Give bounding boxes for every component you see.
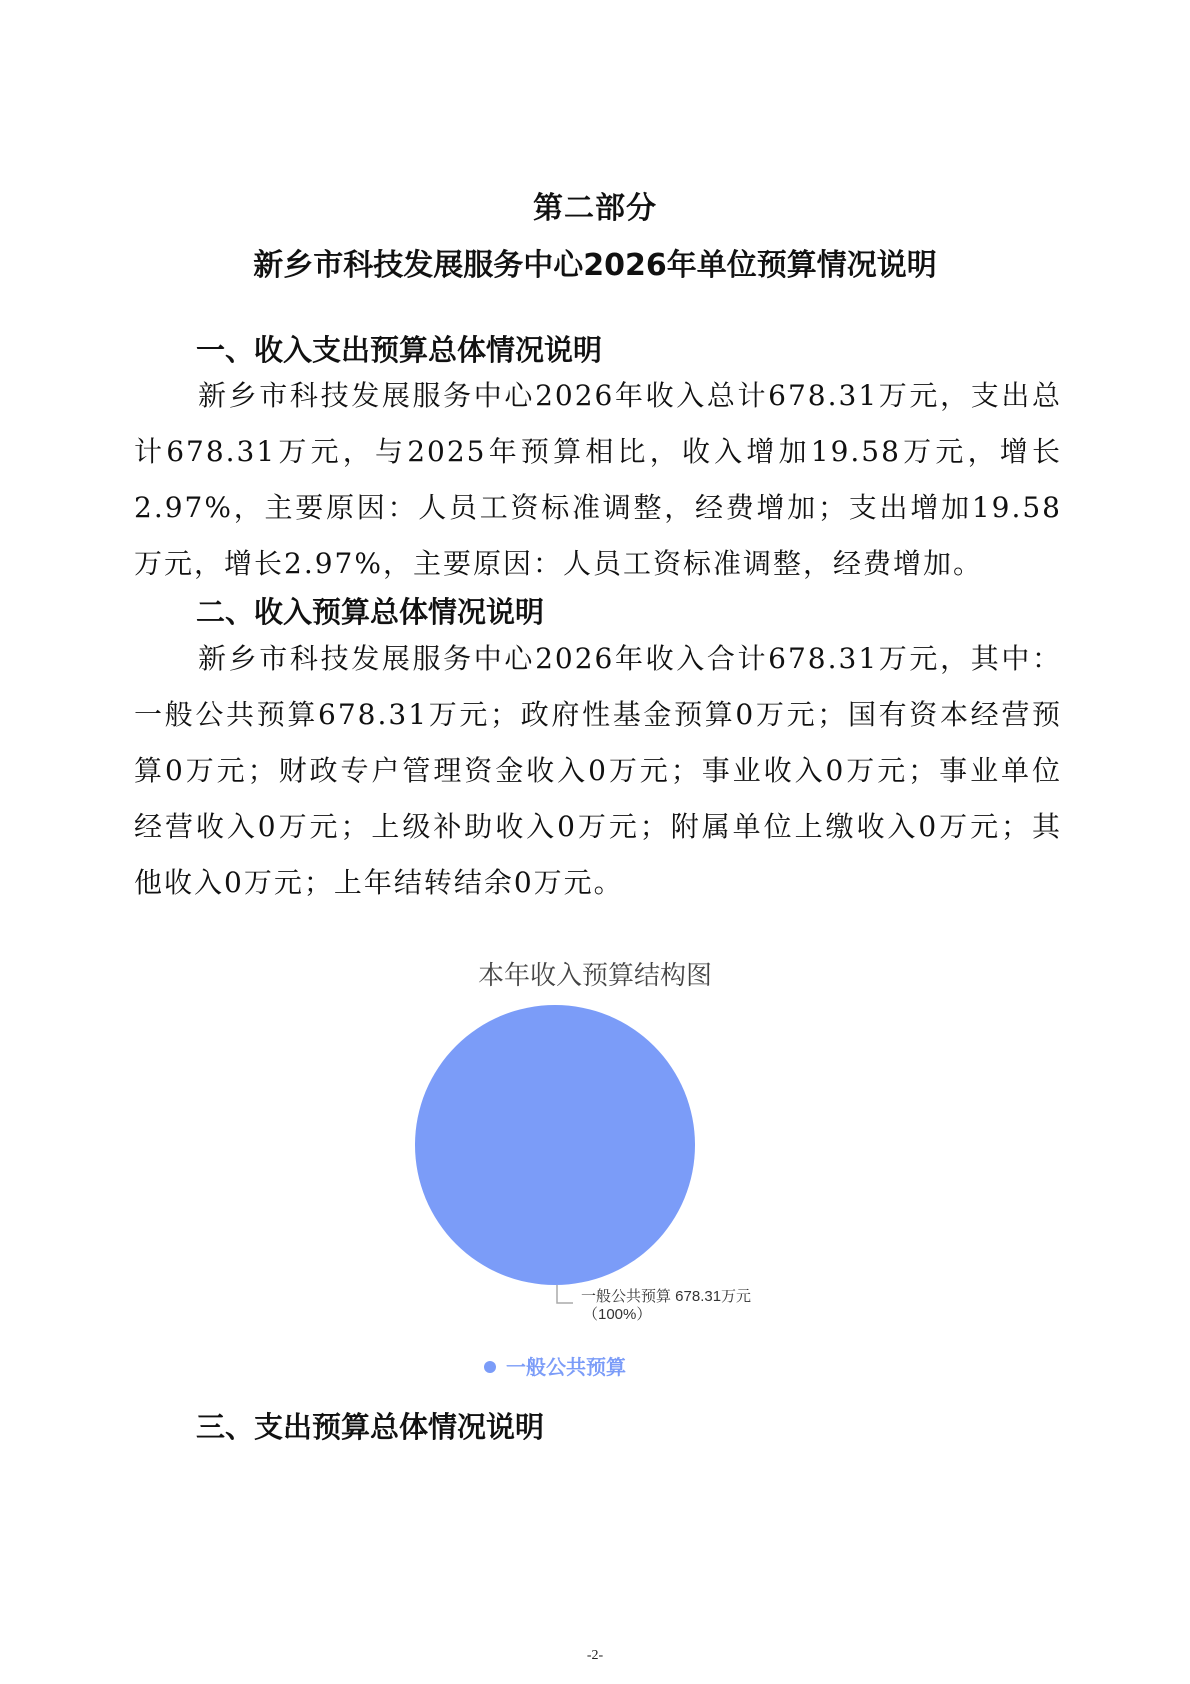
section-body-1: 新乡市科技发展服务中心2026年收入总计678.31万元，支出总计678.31万元，与2025年预算相比，收入增加19.58万元，增长2.97%，主要原因：人员工资标准调整，经费增加；支出增加19.58万元，增长2.97%，主要原因：人员工资标准调整，经费增加。 — [134, 379, 1062, 580]
document-title: 新乡市科技发展服务中心2026年单位预算情况说明 — [253, 248, 937, 283]
section-heading-1: 一、收入支出预算总体情况说明 — [196, 333, 603, 367]
pie-leader-line — [557, 1285, 573, 1303]
page-number: -2- — [586, 1648, 604, 1663]
pie-data-label: 一般公共预算 678.31万元 — [581, 1288, 752, 1305]
pie-chart-svg — [360, 955, 830, 1475]
part-title: 第二部分 — [533, 191, 657, 226]
legend-label: 一般公共预算 — [506, 1357, 626, 1379]
section-heading-2: 二、收入预算总体情况说明 — [196, 595, 545, 629]
pie-percent-label: （100%） — [583, 1306, 652, 1323]
section-heading-3: 三、支出预算总体情况说明 — [196, 1410, 545, 1444]
income-structure-pie-chart — [360, 955, 830, 1475]
section-body-2: 新乡市科技发展服务中心2026年收入合计678.31万元，其中：一般公共预算678.31万元；政府性基金预算0万元；国有资本经营预算0万元；财政专户管理资金收入0万元；事业收入0万元；事业单位经营收入0万元；上级补助收入0万元；附属单位上缴收入0万元；其他收入0万元；上年结转结余0万元。 — [134, 642, 1062, 899]
chart-title: 本年收入预算结构图 — [477, 960, 712, 990]
legend-marker — [484, 1361, 496, 1373]
pie-slice-1 — [415, 1005, 695, 1285]
